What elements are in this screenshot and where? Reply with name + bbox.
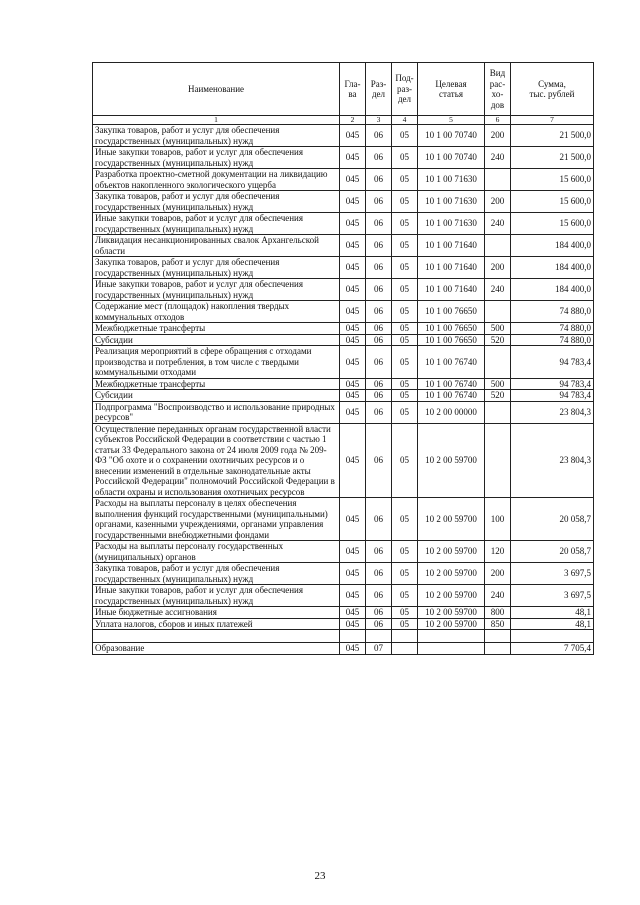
cell-chapter: 045 bbox=[340, 169, 366, 191]
cell-expense-type: 240 bbox=[485, 147, 511, 169]
cell-expense-type bbox=[485, 630, 511, 643]
table-row bbox=[93, 630, 594, 643]
cell-section: 06 bbox=[366, 423, 392, 498]
cell-subsection: 05 bbox=[392, 423, 418, 498]
cell-chapter: 045 bbox=[340, 213, 366, 235]
cell-target-article: 10 1 00 71640 bbox=[418, 257, 485, 279]
cell-subsection: 05 bbox=[392, 378, 418, 390]
cell-expense-type: 500 bbox=[485, 323, 511, 335]
table-row bbox=[93, 147, 594, 169]
cell-name: Иные закупки товаров, работ и услуг для обеспечения государственных (муниципальных) нужд bbox=[93, 279, 340, 301]
cell-chapter: 045 bbox=[340, 334, 366, 346]
cell-subsection: 05 bbox=[392, 346, 418, 379]
table-row bbox=[93, 257, 594, 279]
cell-name: Субсидии bbox=[93, 334, 340, 346]
cell-section: 06 bbox=[366, 191, 392, 213]
cell-amount: 94 783,4 bbox=[511, 346, 594, 379]
cell-target-article: 10 1 00 70740 bbox=[418, 147, 485, 169]
cell-target-article: 10 2 00 59700 bbox=[418, 423, 485, 498]
cell-amount: 20 058,7 bbox=[511, 541, 594, 563]
cell-subsection: 05 bbox=[392, 607, 418, 619]
cell-amount: 184 400,0 bbox=[511, 235, 594, 257]
header-target-article: Целевая статья bbox=[418, 63, 485, 116]
cell-name: Закупка товаров, работ и услуг для обеспечения государственных (муниципальных) нужд bbox=[93, 563, 340, 585]
column-number: 5 bbox=[418, 116, 485, 125]
cell-subsection bbox=[392, 643, 418, 655]
cell-section: 06 bbox=[366, 213, 392, 235]
cell-expense-type: 100 bbox=[485, 498, 511, 541]
cell-target-article: 10 1 00 71640 bbox=[418, 279, 485, 301]
cell-target-article: 10 1 00 76740 bbox=[418, 390, 485, 402]
cell-subsection: 05 bbox=[392, 323, 418, 335]
cell-target-article bbox=[418, 643, 485, 655]
cell-expense-type: 200 bbox=[485, 563, 511, 585]
cell-target-article: 10 1 00 76650 bbox=[418, 323, 485, 335]
cell-chapter: 045 bbox=[340, 498, 366, 541]
cell-subsection: 05 bbox=[392, 213, 418, 235]
cell-name bbox=[93, 630, 340, 643]
cell-name: Иные закупки товаров, работ и услуг для обеспечения государственных (муниципальных) нужд bbox=[93, 147, 340, 169]
cell-name: Закупка товаров, работ и услуг для обеспечения государственных (муниципальных) нужд bbox=[93, 125, 340, 147]
cell-chapter: 045 bbox=[340, 643, 366, 655]
cell-target-article: 10 1 00 71630 bbox=[418, 191, 485, 213]
cell-name: Реализация мероприятий в сфере обращения с отходами производства и потребления, в том числе с твердыми коммунальными отходами bbox=[93, 346, 340, 379]
cell-name: Межбюджетные трансферты bbox=[93, 323, 340, 335]
cell-section: 07 bbox=[366, 643, 392, 655]
table-row bbox=[93, 498, 594, 541]
table-row bbox=[93, 585, 594, 607]
cell-subsection: 05 bbox=[392, 334, 418, 346]
cell-amount: 3 697,5 bbox=[511, 585, 594, 607]
cell-amount: 23 804,3 bbox=[511, 423, 594, 498]
cell-subsection: 05 bbox=[392, 125, 418, 147]
column-number: 1 bbox=[93, 116, 340, 125]
cell-amount: 184 400,0 bbox=[511, 279, 594, 301]
cell-amount: 94 783,4 bbox=[511, 390, 594, 402]
cell-expense-type bbox=[485, 643, 511, 655]
cell-amount: 15 600,0 bbox=[511, 169, 594, 191]
cell-amount: 184 400,0 bbox=[511, 257, 594, 279]
cell-amount: 20 058,7 bbox=[511, 498, 594, 541]
cell-chapter: 045 bbox=[340, 346, 366, 379]
table-row bbox=[93, 301, 594, 323]
cell-expense-type: 200 bbox=[485, 191, 511, 213]
cell-target-article: 10 2 00 59700 bbox=[418, 563, 485, 585]
cell-subsection: 05 bbox=[392, 301, 418, 323]
cell-chapter: 045 bbox=[340, 563, 366, 585]
cell-name: Расходы на выплаты персоналу государственных (муниципальных) органов bbox=[93, 541, 340, 563]
cell-amount: 74 880,0 bbox=[511, 301, 594, 323]
cell-expense-type: 240 bbox=[485, 585, 511, 607]
table-body bbox=[93, 125, 594, 655]
cell-name: Образование bbox=[93, 643, 340, 655]
cell-name: Межбюджетные трансферты bbox=[93, 378, 340, 390]
cell-section: 06 bbox=[366, 323, 392, 335]
table-row bbox=[93, 169, 594, 191]
column-number: 7 bbox=[511, 116, 594, 125]
cell-name: Уплата налогов, сборов и иных платежей bbox=[93, 618, 340, 630]
cell-chapter: 045 bbox=[340, 378, 366, 390]
cell-chapter: 045 bbox=[340, 235, 366, 257]
cell-amount: 15 600,0 bbox=[511, 213, 594, 235]
cell-name: Иные бюджетные ассигнования bbox=[93, 607, 340, 619]
cell-chapter: 045 bbox=[340, 301, 366, 323]
cell-target-article bbox=[418, 630, 485, 643]
cell-amount: 3 697,5 bbox=[511, 563, 594, 585]
table-row bbox=[93, 279, 594, 301]
cell-target-article: 10 1 00 71630 bbox=[418, 169, 485, 191]
cell-amount: 21 500,0 bbox=[511, 125, 594, 147]
cell-section: 06 bbox=[366, 279, 392, 301]
cell-expense-type bbox=[485, 169, 511, 191]
cell-subsection: 05 bbox=[392, 235, 418, 257]
cell-name: Подпрограмма "Воспроизводство и использование природных ресурсов" bbox=[93, 401, 340, 423]
cell-chapter: 045 bbox=[340, 390, 366, 402]
cell-name: Ликвидация несанкционированных свалок Архангельской области bbox=[93, 235, 340, 257]
cell-section: 06 bbox=[366, 401, 392, 423]
cell-target-article: 10 1 00 76650 bbox=[418, 301, 485, 323]
cell-chapter: 045 bbox=[340, 257, 366, 279]
cell-expense-type: 120 bbox=[485, 541, 511, 563]
cell-amount: 74 880,0 bbox=[511, 334, 594, 346]
table-row bbox=[93, 618, 594, 630]
table-row bbox=[93, 607, 594, 619]
cell-subsection: 05 bbox=[392, 390, 418, 402]
table-row bbox=[93, 235, 594, 257]
column-number: 4 bbox=[392, 116, 418, 125]
cell-target-article: 10 1 00 71640 bbox=[418, 235, 485, 257]
cell-amount: 23 804,3 bbox=[511, 401, 594, 423]
table-row bbox=[93, 191, 594, 213]
cell-name: Закупка товаров, работ и услуг для обеспечения государственных (муниципальных) нужд bbox=[93, 191, 340, 213]
cell-target-article: 10 1 00 76650 bbox=[418, 334, 485, 346]
table-row bbox=[93, 390, 594, 402]
header-name: Наименование bbox=[93, 63, 340, 116]
header-subsection: Под- раз- дел bbox=[392, 63, 418, 116]
cell-subsection: 05 bbox=[392, 279, 418, 301]
cell-subsection: 05 bbox=[392, 169, 418, 191]
cell-subsection: 05 bbox=[392, 618, 418, 630]
cell-expense-type: 520 bbox=[485, 334, 511, 346]
cell-target-article: 10 1 00 70740 bbox=[418, 125, 485, 147]
header-chapter: Гла- ва bbox=[340, 63, 366, 116]
cell-section: 06 bbox=[366, 618, 392, 630]
cell-expense-type: 200 bbox=[485, 125, 511, 147]
cell-section: 06 bbox=[366, 563, 392, 585]
cell-name: Разработка проектно-сметной документации на ликвидацию объектов накопленного экологического ущерба bbox=[93, 169, 340, 191]
cell-chapter: 045 bbox=[340, 279, 366, 301]
cell-target-article: 10 2 00 59700 bbox=[418, 618, 485, 630]
cell-amount: 94 783,4 bbox=[511, 378, 594, 390]
cell-target-article: 10 2 00 59700 bbox=[418, 607, 485, 619]
cell-expense-type bbox=[485, 401, 511, 423]
cell-section bbox=[366, 630, 392, 643]
cell-target-article: 10 2 00 59700 bbox=[418, 541, 485, 563]
cell-target-article: 10 1 00 76740 bbox=[418, 346, 485, 379]
cell-section: 06 bbox=[366, 378, 392, 390]
cell-chapter: 045 bbox=[340, 607, 366, 619]
cell-expense-type: 240 bbox=[485, 279, 511, 301]
table-row bbox=[93, 541, 594, 563]
cell-expense-type: 800 bbox=[485, 607, 511, 619]
cell-expense-type: 500 bbox=[485, 378, 511, 390]
cell-amount: 15 600,0 bbox=[511, 191, 594, 213]
cell-section: 06 bbox=[366, 125, 392, 147]
cell-section: 06 bbox=[366, 541, 392, 563]
cell-name: Осуществление переданных органам государственной власти субъектов Российской Федерации в соответствии с частью 1 статьи 33 Федерального закона от 24 июля 2009 года № 209-ФЗ "Об охоте и о сохранении охотничьих ресурсов и о внесении изменений в отдельные законодательные акты Российской Федерации" полномочий Российской Федерации в области охраны и использования охотничьих ресурсов bbox=[93, 423, 340, 498]
table-header-row bbox=[93, 63, 594, 116]
cell-expense-type bbox=[485, 301, 511, 323]
cell-amount: 48,1 bbox=[511, 607, 594, 619]
cell-subsection: 05 bbox=[392, 498, 418, 541]
cell-chapter: 045 bbox=[340, 585, 366, 607]
column-number: 3 bbox=[366, 116, 392, 125]
cell-section: 06 bbox=[366, 334, 392, 346]
cell-section: 06 bbox=[366, 257, 392, 279]
header-expense-type: Вид рас- хо- дов bbox=[485, 63, 511, 116]
cell-expense-type bbox=[485, 346, 511, 379]
table-row bbox=[93, 346, 594, 379]
table-row bbox=[93, 423, 594, 498]
cell-chapter: 045 bbox=[340, 401, 366, 423]
cell-target-article: 10 2 00 00000 bbox=[418, 401, 485, 423]
column-number: 2 bbox=[340, 116, 366, 125]
cell-subsection bbox=[392, 630, 418, 643]
cell-chapter: 045 bbox=[340, 618, 366, 630]
cell-name: Иные закупки товаров, работ и услуг для обеспечения государственных (муниципальных) нужд bbox=[93, 213, 340, 235]
cell-target-article: 10 2 00 59700 bbox=[418, 585, 485, 607]
cell-expense-type bbox=[485, 235, 511, 257]
cell-section: 06 bbox=[366, 346, 392, 379]
cell-name: Расходы на выплаты персоналу в целях обеспечения выполнения функций государственными (муниципальными) органами, казенными учреждениями, органами управления государственными внебюджетными фондами bbox=[93, 498, 340, 541]
cell-chapter: 045 bbox=[340, 323, 366, 335]
table-row bbox=[93, 323, 594, 335]
cell-section: 06 bbox=[366, 147, 392, 169]
table-row bbox=[93, 334, 594, 346]
header-section: Раз- дел bbox=[366, 63, 392, 116]
cell-target-article: 10 1 00 76740 bbox=[418, 378, 485, 390]
cell-expense-type: 520 bbox=[485, 390, 511, 402]
cell-section: 06 bbox=[366, 607, 392, 619]
cell-chapter: 045 bbox=[340, 191, 366, 213]
cell-amount: 21 500,0 bbox=[511, 147, 594, 169]
cell-subsection: 05 bbox=[392, 585, 418, 607]
cell-subsection: 05 bbox=[392, 541, 418, 563]
budget-table bbox=[92, 62, 594, 655]
cell-chapter: 045 bbox=[340, 541, 366, 563]
cell-chapter bbox=[340, 630, 366, 643]
table-row bbox=[93, 213, 594, 235]
cell-name: Содержание мест (площадок) накопления твердых коммунальных отходов bbox=[93, 301, 340, 323]
cell-section: 06 bbox=[366, 585, 392, 607]
cell-subsection: 05 bbox=[392, 401, 418, 423]
cell-expense-type: 200 bbox=[485, 257, 511, 279]
cell-section: 06 bbox=[366, 390, 392, 402]
cell-section: 06 bbox=[366, 235, 392, 257]
cell-target-article: 10 2 00 59700 bbox=[418, 498, 485, 541]
table-row bbox=[93, 563, 594, 585]
table-row bbox=[93, 401, 594, 423]
cell-subsection: 05 bbox=[392, 563, 418, 585]
cell-section: 06 bbox=[366, 498, 392, 541]
cell-amount: 74 880,0 bbox=[511, 323, 594, 335]
cell-section: 06 bbox=[366, 301, 392, 323]
cell-target-article: 10 1 00 71630 bbox=[418, 213, 485, 235]
cell-name: Субсидии bbox=[93, 390, 340, 402]
cell-expense-type: 850 bbox=[485, 618, 511, 630]
cell-chapter: 045 bbox=[340, 147, 366, 169]
cell-expense-type: 240 bbox=[485, 213, 511, 235]
table-row bbox=[93, 125, 594, 147]
cell-subsection: 05 bbox=[392, 191, 418, 213]
header-amount: Сумма, тыс. рублей bbox=[511, 63, 594, 116]
column-number-row bbox=[93, 116, 594, 125]
cell-chapter: 045 bbox=[340, 125, 366, 147]
cell-name: Иные закупки товаров, работ и услуг для обеспечения государственных (муниципальных) нужд bbox=[93, 585, 340, 607]
cell-amount: 7 705,4 bbox=[511, 643, 594, 655]
cell-expense-type bbox=[485, 423, 511, 498]
column-number: 6 bbox=[485, 116, 511, 125]
cell-subsection: 05 bbox=[392, 147, 418, 169]
cell-subsection: 05 bbox=[392, 257, 418, 279]
cell-chapter: 045 bbox=[340, 423, 366, 498]
table-row bbox=[93, 643, 594, 655]
cell-section: 06 bbox=[366, 169, 392, 191]
cell-amount: 48,1 bbox=[511, 618, 594, 630]
page-number: 23 bbox=[314, 870, 326, 882]
cell-amount bbox=[511, 630, 594, 643]
table-row bbox=[93, 378, 594, 390]
cell-name: Закупка товаров, работ и услуг для обеспечения государственных (муниципальных) нужд bbox=[93, 257, 340, 279]
